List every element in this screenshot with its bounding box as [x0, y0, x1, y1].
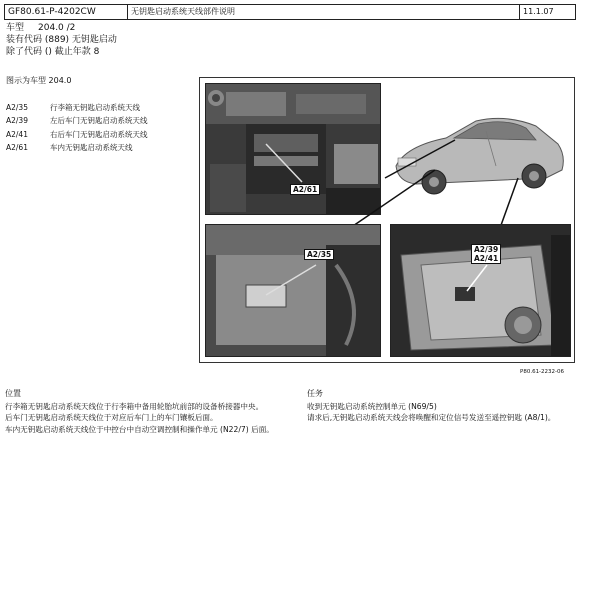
- legend-item: [6, 114, 148, 127]
- callout-a2-39: A2/39: [474, 245, 499, 254]
- location-paragraph-interior: 车内无钥匙启动系统天线位于中控台中自动空调控制和操作单元 (N22/7) 后面。: [5, 424, 274, 434]
- callout-a2-35: A2/35: [304, 249, 334, 260]
- figure-number: P80.61-2232-06: [520, 369, 565, 375]
- document-code: GF80.61-P-4202CW: [5, 5, 128, 19]
- location-paragraph-trunk: 行李箱无钥匙启动系统天线位于行李箱中备用轮胎坑前部的设备桥接器中央。: [5, 401, 264, 411]
- callout-a2-39-a2-41: [471, 244, 501, 264]
- task-section: [307, 388, 577, 424]
- except-line: 除了代码 () 截止年款 8: [6, 47, 100, 57]
- location-paragraph-door: 后车门无钥匙启动系统天线位于对应后车门上的车门镶板后面。: [5, 413, 218, 423]
- document-date: 11.1.07: [523, 7, 554, 16]
- antenna-location-figure: [199, 77, 575, 363]
- legend-text: 行李箱无钥匙启动系统天线: [50, 103, 140, 112]
- legend-code: A2/35: [6, 103, 28, 112]
- legend-text: 右后车门无钥匙启动系统天线: [50, 129, 148, 139]
- legend-text: 车内无钥匙启动系统天线: [50, 142, 133, 152]
- task-paragraph-2: 请求后,无钥匙启动系统天线会将唤醒和定位信号发送至遥控钥匙 (A8/1)。: [307, 413, 556, 423]
- trunk-illustration: [206, 225, 381, 357]
- document-header: [4, 4, 576, 20]
- model-value: 204.0 /2: [38, 23, 76, 33]
- model-line: [6, 22, 75, 34]
- equipped-line: 装有代码 (889) 无钥匙启动: [6, 35, 117, 45]
- legend-item: [6, 101, 148, 114]
- component-legend: [6, 101, 148, 154]
- location-section: [5, 388, 275, 435]
- callout-a2-41: A2/41: [474, 254, 499, 263]
- figure-caption: 图示为车型 204.0: [6, 76, 72, 85]
- model-label: 车型: [6, 23, 25, 33]
- legend-item: [6, 141, 148, 154]
- location-heading: 位置: [5, 389, 21, 398]
- callout-a2-61: A2/61: [290, 184, 320, 195]
- legend-item: [6, 128, 148, 141]
- legend-text: 左后车门无钥匙启动系统天线: [50, 116, 148, 126]
- task-paragraph-1: 收到无钥匙启动系统控制单元 (N69/5): [307, 401, 437, 411]
- legend-code: A2/39: [6, 116, 28, 126]
- legend-code: A2/41: [6, 129, 28, 139]
- rear-door-photo: [390, 224, 571, 357]
- task-heading: 任务: [307, 389, 323, 398]
- legend-code: A2/61: [6, 142, 28, 152]
- document-title: 无钥匙启动系统天线部件说明: [128, 5, 520, 19]
- trunk-photo: [205, 224, 381, 357]
